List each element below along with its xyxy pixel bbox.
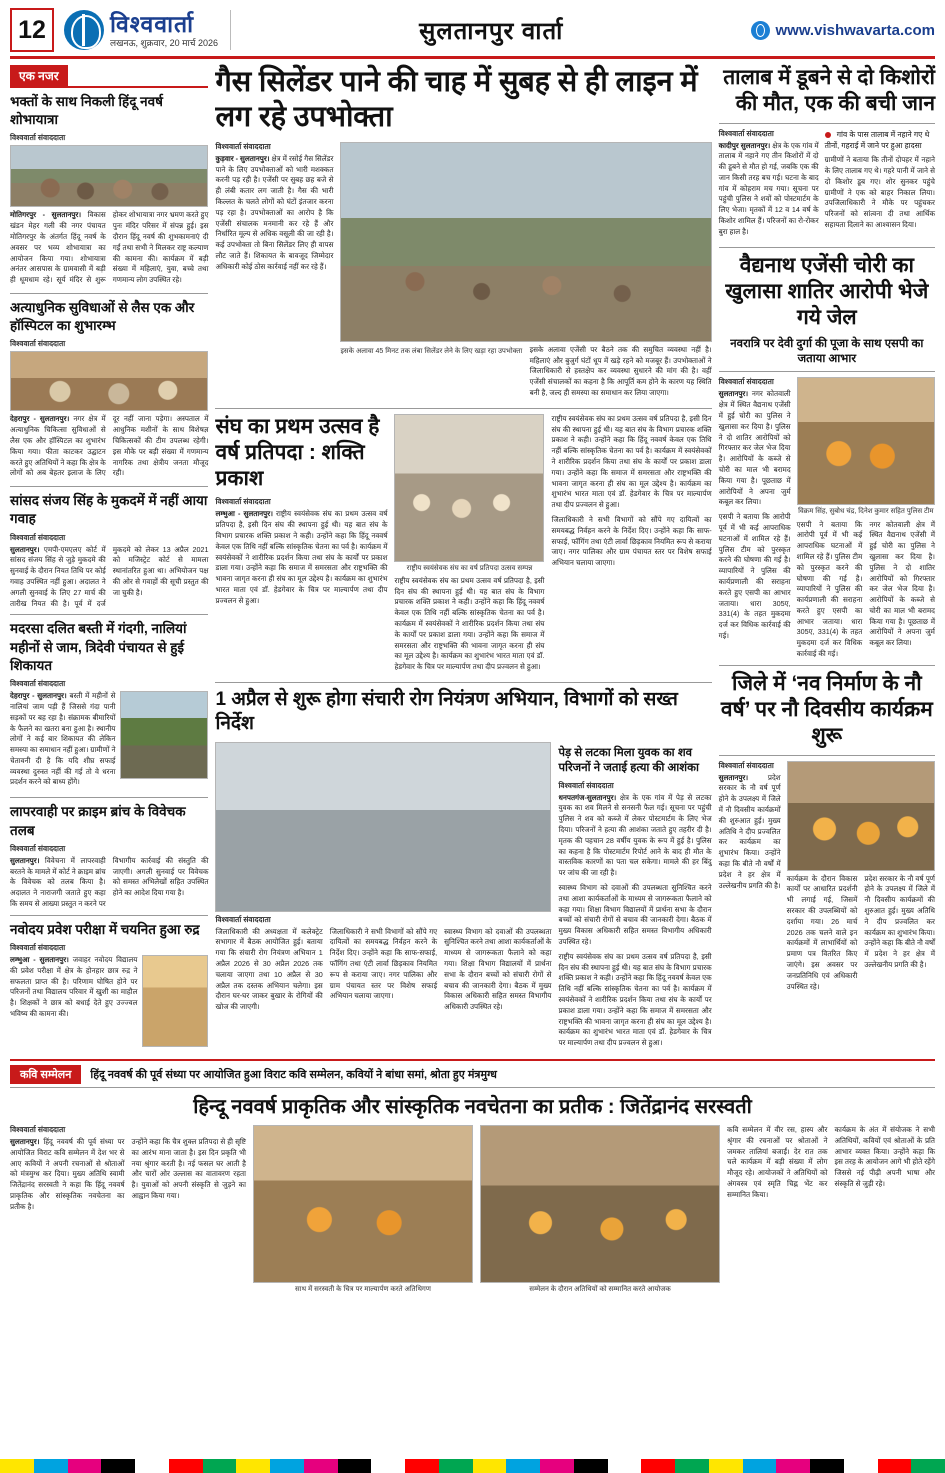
ek-nazar-header — [10, 65, 208, 88]
sanchari-col1: जिलाधिकारी की अध्यक्षता में कलेक्ट्रेट सभागार में बैठक आयोजित हुई। बताया गया कि संचारी रोग नियंत्रण अभियान 1 अप्रैल 2026 से 30 अप्रैल 2026 तक चलाया जाएगा तथा 10 अप्रैल से 30 अप्रैल तक दस्तक अभियान चलेगा। इस दौरान घर-घर जाकर बुखार के रोगियों की खोज की जाएगी। — [215, 926, 323, 1012]
page-number: 12 — [10, 8, 54, 52]
story-headline: मदरसा दलित बस्ती में गंदगी, नालियां महीनों से जाम, त्रिदेवी पंचायत से हुई शिकायत — [10, 621, 187, 673]
sanchari-col2: जिलाधिकारी ने सभी विभागों को सौंपे गए दायित्वों का समयबद्ध निर्वहन करने के निर्देश दिए। उन्होंने कहा कि साफ-सफाई, फॉगिंग तथा एंटी लार्वा छिड़काव नियमित रूप से कराया जाए। नगर पालिका और ग्राम पंचायत स्तर पर विशेष सफाई अभियान चलाया जाएगा। — [329, 926, 438, 1001]
story-photo — [10, 351, 208, 411]
story-text: एमपी-एमएलए कोर्ट में सांसद संजय सिंह से जुड़े मुकदमे की सुनवाई के दौरान नियत तिथि पर कोई गवाह उपस्थित नहीं हुआ। अदालत ने अगली सुनवाई के लिए 27 मार्च की तारीख नियत की है। पूर्व में दर्ज मुकदमे को लेकर 13 अप्रैल 2021 को मजिस्ट्रेट कोर्ट से मामला स्थानांतरित हुआ था। अभियोजन पक्ष की ओर से गवाहों की सूची प्रस्तुत की जा चुकी है। — [10, 544, 209, 608]
ped-text-cont: स्वास्थ्य विभाग को दवाओं की उपलब्धता सुनिश्चित करने तथा आशा कार्यकर्ताओं के माध्यम से जागरूकता फैलाने को कहा गया। शिक्षा विभाग विद्यालयों में प्रार्थना सभा के दौरान बच्चों को संचारी रोगों से बचाव की जानकारी देगा। बैठक में मुख्य विकास अधिकारी सहित समस्त विभागीय अधिकारी उपस्थित रहे। — [558, 883, 712, 947]
vaidyanath-headline: वैद्यनाथ एजेंसी चोरी का खुलासा शातिर आरोपी भेजे गये जेल — [725, 253, 929, 330]
story-byline: विश्ववार्ता संवाददाता — [10, 843, 66, 853]
right-column — [719, 65, 935, 1053]
ped-headline: पेड़ से लटका मिला युवक का शव परिजनों ने जताई हत्या की आशंका — [558, 746, 699, 775]
right-top-dateline: कादीपुर सुलतानपुर। — [718, 140, 771, 150]
lead-photo — [340, 142, 711, 342]
kavi-dateline: सुलतानपुर। — [10, 1136, 40, 1146]
lead-byline: विश्ववार्ता संवाददाता — [215, 141, 271, 151]
color-bar-segment — [236, 1459, 472, 1473]
story-dateline: लम्भुआ - सुलतानपुर। — [10, 954, 69, 964]
vaidyanath-col2b: नगर कोतवाली क्षेत्र में स्थित वैद्यनाथ एजेंसी में हुई चोरी का पुलिस ने खुलासा कर दिया है। पुलिस ने दो शातिर आरोपियों को गिरफ्तार कर जेल भेज दिया है। आरोपियों के कब्जे से चोरी का माल भी बरामद किया गया है। पूछताछ में आरोपियों ने अपना जुर्म कबूल कर लिया। — [869, 519, 935, 648]
story-byline: विश्ववार्ता संवाददाता — [10, 133, 66, 143]
story-dateline: मोतिगरपुर - सुलतानपुर। — [10, 210, 82, 220]
kavi-caption-right: सम्मेलन के दौरान अतिथियों को सम्मानित करते आयोजक — [529, 1285, 671, 1293]
story-byline: विश्ववार्ता संवाददाता — [10, 679, 66, 689]
story-text: जवाहर नवोदय विद्यालय की प्रवेश परीक्षा में क्षेत्र के होनहार छात्र रुद्र ने सफलता प्राप्त की है। परिणाम घोषित होने पर परिजनों तथा विद्यालय परिवार में खुशी का माहौल है। शिक्षकों ने छात्र को बधाई देते हुए उज्ज्वल भविष्य की कामना की। — [10, 954, 138, 1018]
kavi-col4: कार्यक्रम के अंत में संयोजक ने सभी अतिथियों, कवियों एवं श्रोताओं के प्रति आभार व्यक्त किया। उन्होंने कहा कि इस तरह के आयोजन आगे भी होते रहेंगे जिससे नई पीढ़ी अपनी भाषा और संस्कृति से जुड़ी रहे। — [834, 1124, 935, 1188]
story-dateline: देहरापुर - सुलतानपुर। — [10, 414, 70, 424]
lead-headline: गैस सिलेंडर पाने की चाह में सुबह से ही लाइन में लग रहे उपभोक्ता — [215, 66, 698, 134]
registration-color-bar — [0, 1459, 945, 1473]
kavi-tag-label: कवि सम्मेलन — [10, 1065, 81, 1084]
sangh-text-cont: राष्ट्रीय स्वयंसेवक संघ का प्रथम उत्सव वर्ष प्रतिपदा है, इसी दिन संघ की स्थापना हुई थी। यह बात संघ के विभाग प्रचारक शक्ति प्रकाश ने कही। उन्होंने कहा कि हिंदू नववर्ष केवल एक तिथि नहीं बल्कि सांस्कृतिक चेतना का पर्व है। कार्यक्रम में स्वयंसेवकों ने शारीरिक प्रदर्शन किया तथा संघ के कार्यों पर प्रकाश डाला गया। उन्होंने कहा कि समाज में समरसता और राष्ट्रभक्ति की भावना जागृत करना ही संघ का मूल उद्देश्य है। कार्यक्रम का शुभारंभ भारत माता एवं डॉ. हेडगेवार के चित्र पर माल्यार्पण तथा दीप प्रज्वलन से हुआ। — [394, 575, 545, 672]
ped-byline: विश्ववार्ता संवाददाता — [558, 780, 614, 790]
masthead — [10, 8, 935, 59]
color-bar-segment — [473, 1459, 709, 1473]
story-headline: लापरवाही पर क्राइम ब्रांच के विवेचक तलब — [10, 804, 186, 838]
nav-headline: जिले में ‘नव निर्माण के नौ वर्ष’ पर नौ दिवसीय कार्यक्रम शुरू — [720, 671, 933, 748]
kavi-photo-left — [253, 1125, 473, 1283]
lead-dateline: कुड़वार - सुलतानपुर। — [215, 153, 270, 163]
story-headline: भक्तों के साथ निकली हिंदू नवर्ष शोभायात्रा — [10, 94, 163, 128]
sanchari-col3: स्वास्थ्य विभाग को दवाओं की उपलब्धता सुनिश्चित करने तथा आशा कार्यकर्ताओं के माध्यम से जागरूकता फैलाने को कहा गया। शिक्षा विभाग विद्यालयों में प्रार्थना सभा के दौरान बच्चों को संचारी रोगों से बचाव की जानकारी देगा। बैठक में मुख्य विकास अधिकारी सहित समस्त विभागीय अधिकारी उपस्थित रहे। — [444, 926, 552, 1012]
kavi-byline: विश्ववार्ता संवाददाता — [10, 1124, 66, 1134]
vaidyanath-byline: विश्ववार्ता संवाददाता — [718, 377, 774, 387]
kavi-col3: कवि सम्मेलन में वीर रस, हास्य और श्रृंगार की रचनाओं पर श्रोताओं ने जमकर तालियां बजाईं। देर रात तक चले कार्यक्रम में बड़ी संख्या में लोग मौजूद रहे। आयोजकों ने अतिथियों को अंगवस्त्र एवं स्मृति चिह्न भेंट कर सम्मानित किया। — [727, 1124, 828, 1199]
edition-title: सुलतानपुर वार्ता — [419, 17, 564, 45]
newspaper-logo — [64, 10, 231, 50]
sangh-dateline: लम्भुआ - सुलतानपुर। — [215, 509, 273, 519]
story-byline: विश्ववार्ता संवाददाता — [10, 339, 66, 349]
nav-col2: कार्यक्रम के दौरान विकास कार्यों पर आधारित प्रदर्शनी भी लगाई गई, जिसमें सरकार की उपलब्धियों को दर्शाया गया। 26 मार्च 2026 तक चलने वाले इन कार्यक्रमों में लाभार्थियों को प्रमाण पत्र वितरित किए जाएंगे। इस अवसर पर जनप्रतिनिधि एवं अधिकारी उपस्थित रहे। — [786, 873, 858, 991]
sangh-photo-caption: राष्ट्रीय स्वयंसेवक संघ का वर्ष प्रतिपदा उत्सव सम्पन्न — [406, 564, 533, 572]
right-top-text: क्षेत्र के एक गांव में तालाब में नहाने गए तीन किशोरों में दो की डूबने से मौत हो गई, जबकि एक की जान किसी तरह बच गई। घटना के बाद गांव में कोहराम मच गया। सूचना पर पहुंची पुलिस ने शवों को पोस्टमार्टम के लिए भेजा। मृतकों में 12 व 14 वर्ष के किशोर शामिल हैं। परिजनों का रो-रोकर बुरा हाल है। — [718, 140, 819, 236]
story-photo — [10, 145, 208, 207]
sangh-headline: संघ का प्रथम उत्सव है वर्ष प्रतिपदा : शक्ति प्रकाश — [215, 414, 380, 491]
vaidyanath-subhead: नवरात्रि पर देवी दुर्गा की पूजा के साथ एसपी का जताया आभार — [730, 338, 924, 366]
middle-column — [215, 65, 711, 1053]
story-byline: विश्ववार्ता संवाददाता — [10, 532, 66, 542]
ped-text-cont2: राष्ट्रीय स्वयंसेवक संघ का प्रथम उत्सव वर्ष प्रतिपदा है, इसी दिन संघ की स्थापना हुई थी। यह बात संघ के विभाग प्रचारक शक्ति प्रकाश ने कही। उन्होंने कहा कि हिंदू नववर्ष केवल एक तिथि नहीं बल्कि सांस्कृतिक चेतना का पर्व है। कार्यक्रम में स्वयंसेवकों ने शारीरिक प्रदर्शन किया तथा संघ के कार्यों पर प्रकाश डाला गया। उन्होंने कहा कि समाज में समरसता और राष्ट्रभक्ति की भावना जागृत करना ही संघ का मूल उद्देश्य है। कार्यक्रम का शुभारंभ भारत माता एवं डॉ. हेडगेवार के चित्र पर माल्यार्पण तथा दीप प्रज्वलन से हुआ। — [558, 951, 712, 1048]
kavi-headline: हिन्दू नववर्ष प्राकृतिक और सांस्कृतिक नवचेतना का प्रतीक : जितेंद्रानंद सरस्वती — [193, 1095, 752, 1118]
kavi-photo-right — [480, 1125, 720, 1283]
nav-byline: विश्ववार्ता संवाददाता — [718, 760, 774, 770]
story-dateline: सुलतानपुर। — [10, 544, 40, 554]
nav-col2b: प्रदेश सरकार के नौ वर्ष पूर्ण होने के उपलक्ष्य में जिले में नौ दिवसीय कार्यक्रमों की शुरुआत हुई। मुख्य अतिथि ने दीप प्रज्वलित कर कार्यक्रम का शुभारंभ किया। उन्होंने कहा कि बीते नौ वर्षों में प्रदेश ने हर क्षेत्र में उल्लेखनीय प्रगति की है। — [864, 873, 936, 969]
story-headline: सांसद संजय सिंह के मुकदमें में नहीं आया गवाह — [10, 493, 208, 527]
vaidyanath-col1: नगर कोतवाली क्षेत्र में स्थित वैद्यनाथ एजेंसी में हुई चोरी का पुलिस ने खुलासा कर दिया है। पुलिस ने दो शातिर आरोपियों को गिरफ्तार कर जेल भेज दिया है। आरोपियों के कब्जे से चोरी का माल भी बरामद किया गया है। पूछताछ में आरोपियों ने अपना जुर्म कबूल कर लिया। — [718, 389, 791, 507]
color-bar-segment — [709, 1459, 945, 1473]
story-dateline: देहरापुर - सुलतानपुर। — [10, 691, 67, 701]
story-headline: नवोदय प्रवेश परीक्षा में चयनित हुआ रुद्र — [10, 921, 200, 937]
logo-title: विश्ववार्ता — [110, 10, 195, 37]
kavi-section — [10, 1059, 935, 1294]
story-text: विवेचना में लापरवाही बरतने के मामले में कोर्ट ने क्राइम ब्रांच के विवेचक को तलब किया है। अदालत ने नाराजगी जताते हुए कहा कि समय से आख्या प्रस्तुत न करने पर विभागीय कार्रवाई की संस्तुति की जाएगी। अगली सुनवाई पर विवेचक को समस्त अभिलेखों सहित उपस्थित होने का आदेश दिया गया है। — [10, 855, 209, 908]
right-top-headline: तालाब में डूबने से दो किशोरों की मौत, एक की बची जान — [723, 66, 935, 116]
right-top-bullet — [825, 129, 935, 152]
vaidyanath-dateline: सुलतानपुर। — [718, 389, 749, 399]
kavi-caption-left: साथ में सरस्वती के चित्र पर माल्यार्पण करते अतिथिगण — [295, 1285, 431, 1293]
sangh-text: राष्ट्रीय स्वयंसेवक संघ का प्रथम उत्सव वर्ष प्रतिपदा है, इसी दिन संघ की स्थापना हुई थी। यह बात संघ के विभाग प्रचारक शक्ति प्रकाश ने कही। उन्होंने कहा कि हिंदू नववर्ष केवल एक तिथि नहीं बल्कि सांस्कृतिक चेतना का पर्व है। कार्यक्रम में स्वयंसेवकों ने शारीरिक प्रदर्शन किया तथा संघ के कार्यों पर प्रकाश डाला गया। उन्होंने कहा कि समाज में समरसता और राष्ट्रभक्ति की भावना जागृत करना ही संघ का मूल उद्देश्य है। कार्यक्रम का शुभारंभ भारत माता एवं डॉ. हेडगेवार के चित्र पर माल्यार्पण तथा दीप प्रज्वलन से हुआ। — [215, 509, 388, 605]
left-column — [10, 65, 208, 1053]
right-top-bullet-text: गांव के पास तालाब में नहाने गए थे तीनों, गहराई में जाने पर हुआ हादसा — [824, 129, 930, 150]
kavi-col1: हिंदू नववर्ष की पूर्व संध्या पर आयोजित विराट कवि सम्मेलन में देश भर से आए कवियों ने अपनी रचनाओं से श्रोताओं को मंत्रमुग्ध कर दिया। मुख्य अतिथि स्वामी जितेंद्रानंद सरस्वती ने कहा कि हिंदू नववर्ष प्राकृतिक और सांस्कृतिक नवचेतना का प्रतीक है। — [10, 1136, 125, 1211]
right-top-byline: विश्ववार्ता संवाददाता — [718, 128, 774, 138]
color-bar-segment — [0, 1459, 236, 1473]
vaidyanath-col2: एसपी ने बताया कि आरोपी पूर्व में भी कई आपराधिक घटनाओं में शामिल रहे हैं। पुलिस टीम को पुरस्कृत करने की घोषणा की गई है। व्यापारियों ने पुलिस की कार्यप्रणाली की सराहना करते हुए एसपी का आभार जताया। धारा 305ए, 331(4) के तहत मुकदमा दर्ज कर विधिक कार्रवाई की गई। — [796, 519, 863, 659]
sanchari-headline: 1 अप्रैल से शुरू होगा संचारी रोग नियंत्रण अभियान, विभागों को सख्त निर्देश — [215, 689, 678, 735]
kavi-subhead: हिंदू नववर्ष की पूर्व संध्या पर आयोजित हुआ विराट कवि सम्मेलन, कवियों ने बांधा समां, श्रोता हुए मंत्रमुग्ध — [90, 1068, 497, 1081]
website-link[interactable] — [751, 21, 935, 40]
ped-dateline: धनपतगंज-सुलतानपुर। — [558, 792, 617, 802]
lead-text: क्षेत्र में रसोई गैस सिलेंडर पाने के लिए उपभोक्ताओं को भारी मशक्कत करनी पड़ रही है। एजेंसी पर सुबह छह बजे से ही लंबी कतार लग जाती है। गैस की भारी किल्लत के चलते लोगों को घंटों इंतजार करना पड़ रहा है। उपभोक्ताओं का आरोप है कि एजेंसी संचालक मनमानी कर रहे हैं और निर्धारित मूल्य से अधिक वसूली की जा रही है। कई उपभोक्ता तो बिना सिलेंडर लिए ही वापस लौट जाते हैं। शिकायत के बावजूद जिम्मेदार अधिकारी कोई ठोस कार्रवाई नहीं कर रहे हैं। — [215, 153, 334, 271]
story-dateline: सुलतानपुर। — [10, 855, 40, 865]
sanchari-photo — [215, 742, 551, 912]
nav-photo — [787, 761, 935, 871]
sanchari-byline: विश्ववार्ता संवाददाता — [215, 914, 271, 924]
bullet-icon — [825, 132, 831, 138]
story-photo — [142, 955, 208, 1047]
lead-text-cont: इसके अलावा एजेंसी पर बैठने तक की समुचित व्यवस्था नहीं है। महिलाएं और बुजुर्ग घंटों धूप में खड़े रहने को मजबूर हैं। उपभोक्ताओं ने जिलाधिकारी से हस्तक्षेप कर व्यवस्था सुधारने की मांग की है। वहीं एजेंसी संचालकों का कहना है कि आपूर्ति कम होने के कारण यह स्थिति बनी है, जल्द ही समस्या का समाधान कर लिया जाएगा। — [529, 344, 712, 397]
sangh-photo — [394, 414, 544, 562]
sangh-text-cont2: राष्ट्रीय स्वयंसेवक संघ का प्रथम उत्सव वर्ष प्रतिपदा है, इसी दिन संघ की स्थापना हुई थी। यह बात संघ के विभाग प्रचारक शक्ति प्रकाश ने कही। उन्होंने कहा कि हिंदू नववर्ष केवल एक तिथि नहीं बल्कि सांस्कृतिक चेतना का पर्व है। कार्यक्रम में स्वयंसेवकों ने शारीरिक प्रदर्शन किया तथा संघ के कार्यों पर प्रकाश डाला गया। उन्होंने कहा कि समाज में समरसता और राष्ट्रभक्ति की भावना जागृत करना ही संघ का मूल उद्देश्य है। कार्यक्रम का शुभारंभ भारत माता एवं डॉ. हेडगेवार के चित्र पर माल्यार्पण तथा दीप प्रज्वलन से हुआ। — [551, 413, 712, 510]
vaidyanath-photo — [797, 377, 935, 505]
nav-col1: प्रदेश सरकार के नौ वर्ष पूर्ण होने के उपलक्ष्य में जिले में नौ दिवसीय कार्यक्रमों की शुरुआत हुई। मुख्य अतिथि ने दीप प्रज्वलित कर कार्यक्रम का शुभारंभ किया। उन्होंने कहा कि बीते नौ वर्षों में प्रदेश ने हर क्षेत्र में उल्लेखनीय प्रगति की है। — [718, 772, 781, 890]
vaidyanath-col1b: एसपी ने बताया कि आरोपी पूर्व में भी कई आपराधिक घटनाओं में शामिल रहे हैं। पुलिस टीम को पुरस्कृत करने की घोषणा की गई है। व्यापारियों ने पुलिस की कार्यप्रणाली की सराहना करते हुए एसपी का आभार जताया। धारा 305ए, 331(4) के तहत मुकदमा दर्ज कर विधिक कार्रवाई की गई। — [718, 512, 791, 640]
vaidyanath-photo-caption: विक्रम सिंह, सुबोध चंद्र, दिनेश कुमार सहित पुलिस टीम — [798, 508, 934, 516]
story-text: विकास खंडन मेहर गली की नगर पंचायत मोतिगरपुर के अंतर्गत हिंदू नवर्ष के अवसर पर भव्य शोभायात्रा का आयोजन किया गया। शोभायात्रा अनंतर आसपास के ग्रामवासी में बड़ी ही धूमधाम रहे। सूर्य मंदिर से शुरू होकर शोभायात्रा नगर भ्रमण करते हुए पुनः मंदिर परिसर में संपन्न हुई। इस दौरान हिंदू नवर्ष की शुभकामनाएं दी गईं तथा सभी ने मिलकर राष्ट्र कल्याण की कामना की। कार्यक्रम में बड़ी संख्या में महिलाएं, युवा, बच्चे तथा गणमान्य लोग उपस्थित रहे। — [10, 210, 209, 285]
nav-dateline: सुलतानपुर। — [718, 772, 749, 782]
sangh-text-cont3: जिलाधिकारी ने सभी विभागों को सौंपे गए दायित्वों का समयबद्ध निर्वहन करने के निर्देश दिए। उन्होंने कहा कि साफ-सफाई, फॉगिंग तथा एंटी लार्वा छिड़काव नियमित रूप से कराया जाए। नगर पालिका और ग्राम पंचायत स्तर पर विशेष सफाई अभियान चलाया जाएगा। — [551, 514, 712, 568]
story-headline: अत्याधुनिक सुविधाओं से लैस एक और हॉस्पिटल का शुभारम्भ — [10, 300, 195, 334]
logo-subtitle: लखनऊ, शुक्रवार, 20 मार्च 2026 — [110, 37, 219, 48]
story-text: बस्ती में महीनों से नालियां जाम पड़ी हैं जिससे गंदा पानी सड़कों पर बह रहा है। संक्रामक बीमारियों के फैलने का खतरा बना हुआ है। स्थानीय लोगों ने कई बार शिकायत की लेकिन समस्या का समाधान नहीं हुआ। ग्रामीणों ने चेतावनी दी है कि यदि शीघ्र सफाई व्यवस्था दुरुस्त नहीं की गई तो वे धरना प्रदर्शन करने को बाध्य होंगे। — [10, 691, 116, 787]
kavi-col2: उन्होंने कहा कि चैत्र शुक्ल प्रतिपदा से ही सृष्टि का आरंभ माना जाता है। इस दिन प्रकृति भी नया श्रृंगार करती है। नई फसल घर आती है और चारों ओर उल्लास का वातावरण रहता है। युवाओं को अपनी संस्कृति से जुड़ने का आह्वान किया गया। — [131, 1136, 246, 1200]
right-top-text-cont: ग्रामीणों ने बताया कि तीनों दोपहर में नहाने के लिए तालाब गए थे। गहरे पानी में जाने से दो किशोर डूब गए। शोर सुनकर पहुंचे ग्रामीणों ने एक को बाहर निकाल लिया। उपजिलाधिकारी ने मौके पर पहुंचकर परिजनों को सांत्वना दी तथा आर्थिक सहायता दिलाने का आश्वासन दिया। — [824, 155, 935, 230]
story-text: नगर क्षेत्र में अत्याधुनिक चिकित्सा सुविधाओं से लैस एक और हॉस्पिटल का शुभारंभ किया गया। फीता काटकर उद्घाटन करते हुए अतिथियों ने कहा कि क्षेत्र के लोगों को अब बेहतर इलाज के लिए दूर नहीं जाना पड़ेगा। अस्पताल में आधुनिक मशीनों के साथ विशेषज्ञ चिकित्सकों की टीम उपलब्ध रहेगी। इस मौके पर बड़ी संख्या में गणमान्य नागरिक तथा क्षेत्रीय जनता मौजूद रही। — [10, 414, 209, 478]
story-photo — [120, 691, 208, 779]
lead-photo-caption: इसके अलावा 45 मिनट तक लंबा सिलेंडर लेने के लिए खड़ा रहा उपभोक्ता — [340, 347, 523, 355]
website-url: www.vishwavarta.com — [775, 21, 935, 39]
logo-icon — [64, 10, 104, 50]
sangh-byline: विश्ववार्ता संवाददाता — [215, 497, 271, 507]
story-byline: विश्ववार्ता संवाददाता — [10, 942, 66, 952]
ped-text: क्षेत्र के एक गांव में पेड़ से लटका युवक का शव मिलने से सनसनी फैल गई। सूचना पर पहुंची पुलिस ने शव को कब्जे में लेकर पोस्टमार्टम के लिए भेज दिया। परिजनों ने हत्या की आशंका जताते हुए तहरीर दी है। मृतक की पहचान 28 वर्षीय युवक के रूप में हुई है। पुलिस का कहना है कि पोस्टमार्टम रिपोर्ट आने के बाद ही मौत के वास्तविक कारणों का पता चल सकेगा। मामले की हर बिंदु पर जांच की जा रही है। — [558, 792, 712, 878]
section-tag-label: एक नजर — [10, 65, 68, 86]
globe-icon — [751, 21, 770, 40]
